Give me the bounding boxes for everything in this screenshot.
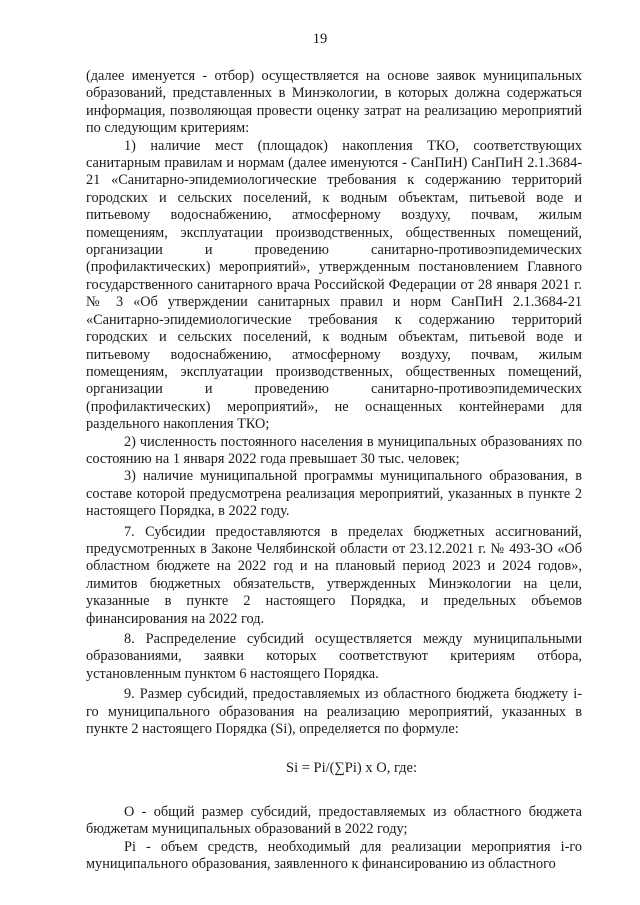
paragraph-criterion-2: 2) численность постоянного населения в муниципальных образованиях по состоянию на 1 января 2022 года превышает 30 тыс. человек; — [86, 433, 582, 467]
paragraph-item-9: 9. Размер субсидий, предоставляемых из областного бюджета бюджету i-го муниципального образования на реализацию мероприятий, указанных в пункте 2 настоящего Порядка (Si), определяется по формуле: — [86, 686, 582, 738]
definition-o: O - общий размер субсидий, предоставляемых из областного бюджета бюджетам муниципальных образований в 2022 году; — [86, 803, 582, 838]
paragraph-item-7: 7. Субсидии предоставляются в пределах бюджетных ассигнований, предусмотренных в Законе Челябинской области от 23.12.2021 г. № 493-ЗО «Об областном бюджете на 2022 год и на плановый период 2023 и 2024 годов», лимитов бюджетных обязательств, утвержденных Минэкологии на цели, указанные в пункте 2 настоящего Порядка, и предельных объемов финансирования на 2022 год. — [86, 523, 582, 627]
definition-pi: Pi - объем средств, необходимый для реализации мероприятия i-го муниципального образования, заявленного к финансированию из областного — [86, 838, 582, 873]
paragraph-intro: (далее именуется - отбор) осуществляется на основе заявок муниципальных образований, представленных в Минэкологии, в которых должна содержаться информация, позволяющая провести оценку затрат на реализацию мероприятий по следующим критериям: — [86, 68, 582, 137]
document-body — [86, 68, 582, 873]
subsidy-formula: Si = Pi/(∑Pi) x O, где: — [286, 760, 418, 777]
paragraph-criterion-3: 3) наличие муниципальной программы муниципального образования, в составе которой предусмотрена реализация мероприятий, указанных в пункте 2 настоящего Порядка, в 2022 году. — [86, 468, 582, 520]
paragraph-item-8: 8. Распределение субсидий осуществляется между муниципальными образованиями, заявки которых соответствуют критериям отбора, установленным пунктом 6 настоящего Порядка. — [86, 631, 582, 682]
paragraph-criterion-1: 1) наличие мест (площадок) накопления ТКО, соответствующих санитарным правилам и нормам (далее именуются - СанПиН) СанПиН 2.1.3684-21 «Санитарно-эпидемиологические требования к содержанию территорий городских и сельских поселений, к водным объектам, питьевой воде и питьевому водоснабжению, атмосферному воздуху, почвам, жилым помещениям, эксплуатации производственных, общественных помещений, организации и проведению санитарно-противоэпидемических (профилактических) мероприятий», утвержденным постановлением Главного государственного санитарного врача Российской Федерации от 28 января 2021 г. № 3 «Об утверждении санитарных правил и норм СанПиН 2.1.3684-21 «Санитарно-эпидемиологические требования к содержанию территорий городских и сельских поселений, к водным объектам, питьевой воде и питьевому водоснабжению, атмосферному воздуху, почвам, жилым помещениям, эксплуатации производственных, общественных помещений, организации и проведению санитарно-противоэпидемических (профилактических) мероприятий», не оснащенных контейнерами для раздельного накопления ТКО; — [86, 137, 582, 433]
page-number: 19 — [312, 31, 328, 47]
